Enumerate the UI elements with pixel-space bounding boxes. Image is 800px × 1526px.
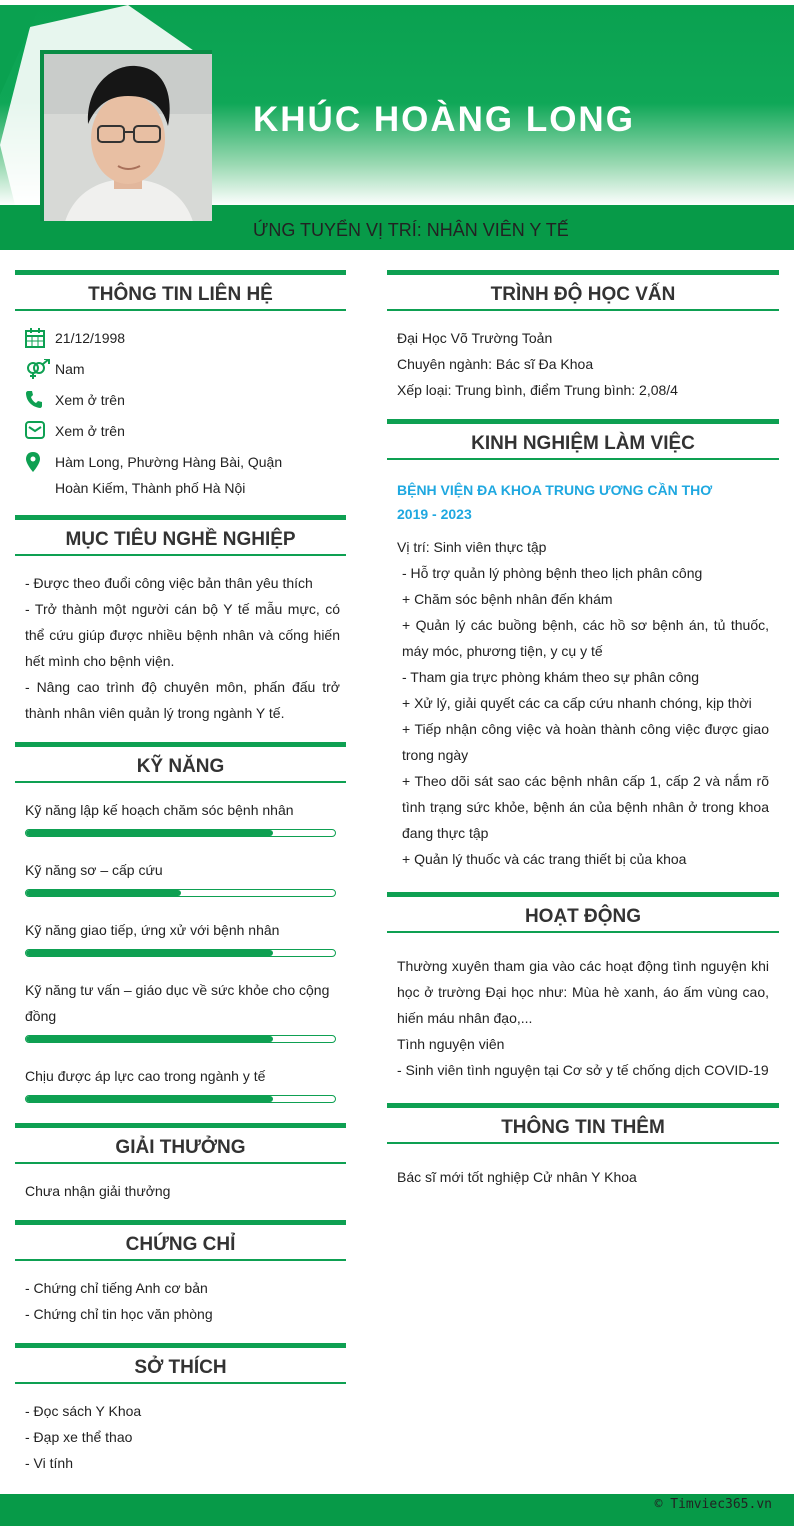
duty-item: + Tiếp nhận công việc và hoàn thành công việc được giao trong ngày <box>402 721 769 763</box>
hobby-item: - Đọc sách Y Khoa <box>25 1403 142 1419</box>
email-row <box>25 418 346 444</box>
avatar <box>40 50 212 221</box>
skill-item <box>25 1063 336 1103</box>
hobby-item: - Đạp xe thể thao <box>25 1429 133 1445</box>
address-row <box>25 449 346 501</box>
skill-bar <box>25 829 336 837</box>
education-section-title: TRÌNH ĐỘ HỌC VẤN <box>387 270 779 311</box>
skills-list <box>15 783 346 1103</box>
objective-list <box>15 556 346 726</box>
duty-item: + Xử lý, giải quyết các ca cấp cứu nhanh chóng, kịp thời <box>402 695 752 711</box>
additional-section-title: THÔNG TIN THÊM <box>387 1103 779 1144</box>
skill-bar-fill <box>26 950 273 956</box>
experience-role: Vị trí: Sinh viên thực tập <box>397 539 547 555</box>
awards-body <box>15 1164 346 1204</box>
skill-bar-fill <box>26 830 273 836</box>
hobby-item: - Vi tính <box>25 1455 73 1471</box>
additional-text: Bác sĩ mới tốt nghiệp Cử nhân Y Khoa <box>397 1169 637 1185</box>
activity-item: Tình nguyện viên <box>397 1036 505 1052</box>
activity-item: - Sinh viên tình nguyện tại Cơ sở y tế chống dịch COVID-19 <box>397 1062 769 1078</box>
skill-item <box>25 797 336 837</box>
skill-item <box>25 917 336 957</box>
skill-bar <box>25 1095 336 1103</box>
certificate-item: - Chứng chỉ tiếng Anh cơ bản <box>25 1280 208 1296</box>
gender-icon <box>25 356 55 379</box>
skill-item <box>25 977 336 1043</box>
duty-item: + Quản lý các buồng bệnh, các hồ sơ bệnh án, tủ thuốc, máy móc, phương tiện, y cụ y tế <box>402 617 769 659</box>
candidate-name: KHÚC HOÀNG LONG <box>253 100 635 139</box>
skills-section-title: KỸ NĂNG <box>15 742 346 783</box>
objective-item: - Nâng cao trình độ chuyên môn, phấn đấu trở thành nhân viên quản lý trong ngành Y tế. <box>25 679 340 721</box>
skill-label: Kỹ năng lập kế hoạch chăm sóc bệnh nhân <box>25 802 294 818</box>
applied-position: ỨNG TUYỂN VỊ TRÍ: NHÂN VIÊN Y TẾ <box>253 220 569 240</box>
contact-section-title: THÔNG TIN LIÊN HỆ <box>15 270 346 311</box>
right-column <box>387 270 779 1190</box>
phone-value: Xem ở trên <box>55 392 125 408</box>
skill-label: Kỹ năng giao tiếp, ứng xử với bệnh nhân <box>25 922 280 938</box>
gender-value: Nam <box>55 361 85 377</box>
experience-company: BỆNH VIỆN ĐA KHOA TRUNG ƯƠNG CẦN THƠ <box>397 482 713 498</box>
footer-copyright: © Timviec365.vn <box>654 1497 772 1512</box>
education-major: Chuyên ngành: Bác sĩ Đa Khoa <box>397 356 594 372</box>
objective-item: - Trở thành một người cán bộ Y tế mẫu mực, có thể cứu giúp được nhiều bệnh nhân và cống hiến hết mình cho bệnh viện. <box>25 601 340 669</box>
activities-body <box>387 933 779 1083</box>
phone-icon <box>25 387 55 408</box>
phone-row <box>25 387 346 413</box>
experience-body <box>387 460 779 872</box>
experience-section-title: KINH NGHIỆM LÀM VIỆC <box>387 419 779 460</box>
skill-bar <box>25 1035 336 1043</box>
email-value: Xem ở trên <box>55 423 125 439</box>
skill-bar-fill <box>26 1096 273 1102</box>
address-value: Hàm Long, Phường Hàng Bài, Quận Hoàn Kiếm, Thành phố Hà Nội <box>55 454 283 496</box>
email-icon <box>25 418 55 439</box>
skill-bar <box>25 889 336 897</box>
skill-item <box>25 857 336 897</box>
experience-period: 2019 - 2023 <box>397 506 472 522</box>
hobbies-list <box>15 1384 346 1476</box>
skill-label: Kỹ năng sơ – cấp cứu <box>25 862 163 878</box>
experience-duties <box>397 560 769 872</box>
duty-item: - Tham gia trực phòng khám theo sự phân công <box>402 669 700 685</box>
awards-text: Chưa nhận giải thưởng <box>25 1183 171 1199</box>
calendar-icon <box>25 325 55 348</box>
objective-item: - Được theo đuổi công việc bản thân yêu thích <box>25 575 313 591</box>
skill-bar-fill <box>26 890 181 896</box>
left-column <box>15 270 346 1476</box>
birthday-value: 21/12/1998 <box>55 330 126 346</box>
education-grade: Xếp loại: Trung bình, điểm Trung bình: 2,08/4 <box>397 382 678 398</box>
activities-section-title: HOẠT ĐỘNG <box>387 892 779 933</box>
additional-body <box>387 1144 779 1190</box>
duty-item: + Chăm sóc bệnh nhân đến khám <box>402 591 613 607</box>
certificates-list <box>15 1261 346 1327</box>
duty-item: - Hỗ trợ quản lý phòng bệnh theo lịch phân công <box>402 565 703 581</box>
gender-row <box>25 356 346 382</box>
skill-bar-fill <box>26 1036 273 1042</box>
awards-section-title: GIẢI THƯỞNG <box>15 1123 346 1164</box>
footer <box>0 1494 794 1526</box>
location-pin-icon <box>25 449 55 472</box>
activity-item: Thường xuyên tham gia vào các hoạt động tình nguyện khi học ở trường Đại học như: Mùa hè xanh, áo ấm vùng cao, hiến máu nhân đạo,... <box>397 958 769 1026</box>
certificates-section-title: CHỨNG CHỈ <box>15 1220 346 1261</box>
contact-info <box>15 311 346 501</box>
education-body <box>387 311 779 403</box>
education-school: Đại Học Võ Trường Toản <box>397 330 553 346</box>
duty-item: + Quản lý thuốc và các trang thiết bị của khoa <box>402 851 687 867</box>
skill-label: Chịu được áp lực cao trong ngành y tế <box>25 1068 266 1084</box>
duty-item: + Theo dõi sát sao các bệnh nhân cấp 1, cấp 2 và nắm rõ tình trạng sức khỏe, bệnh án của bệnh nhân ở trong khoa đang thực tập <box>402 773 769 841</box>
birthday-row <box>25 325 346 351</box>
skill-label: Kỹ năng tư vấn – giáo dục về sức khỏe cho cộng đồng <box>25 982 330 1024</box>
hobbies-section-title: SỞ THÍCH <box>15 1343 346 1384</box>
skill-bar <box>25 949 336 957</box>
objective-section-title: MỤC TIÊU NGHỀ NGHIỆP <box>15 515 346 556</box>
certificate-item: - Chứng chỉ tin học văn phòng <box>25 1306 213 1322</box>
